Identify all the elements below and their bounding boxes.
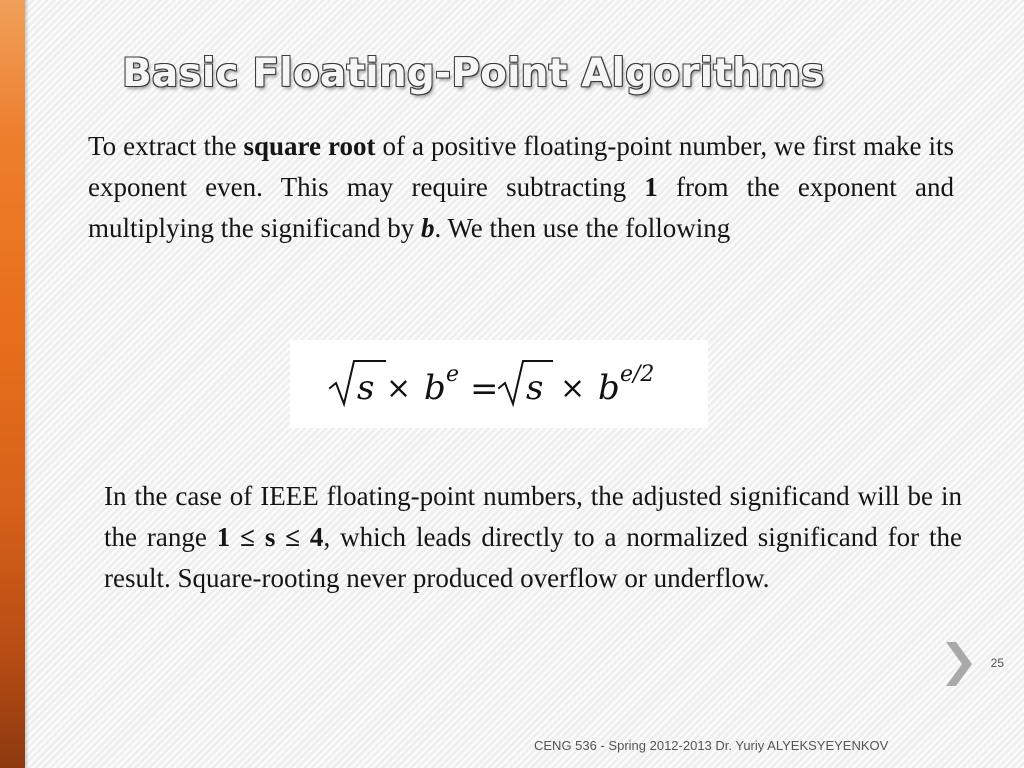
ieee-range: 1 ≤ s ≤ 4 xyxy=(216,522,324,552)
rhs-b: b xyxy=(598,368,620,408)
page-number: 25 xyxy=(990,656,1004,670)
accent-bar xyxy=(0,0,25,768)
rhs-times: × xyxy=(560,371,586,406)
intro-bold-italic-b: b xyxy=(420,213,435,243)
chevron-right-icon-graphic xyxy=(944,640,974,688)
rhs-exponent: e/2 xyxy=(620,362,655,387)
ieee-paragraph xyxy=(104,476,962,599)
intro-paragraph xyxy=(88,126,954,249)
lhs-b: b xyxy=(424,368,446,408)
slide-title: Basic Floating-Point Algorithms xyxy=(122,51,825,96)
lhs-s: s xyxy=(357,368,375,408)
sqrt-formula xyxy=(290,340,708,428)
ieee-text-2: , which leads directly to a normalized significand for the result. Square-rooting never produced overflow or underflow. xyxy=(104,522,962,593)
lhs-exponent: e xyxy=(446,362,460,387)
lhs-times: × xyxy=(386,371,412,406)
equals-sign: = xyxy=(470,369,499,409)
chevron-right-icon[interactable] xyxy=(944,640,974,688)
intro-text-3: from the exponent and multiplying the significand by xyxy=(88,172,954,243)
intro-text-4: . We then use the following xyxy=(434,213,731,243)
intro-bold-one: 1 xyxy=(644,172,658,202)
intro-bold-square-root: square root xyxy=(243,131,376,161)
ieee-text-1: In the case of IEEE floating-point numbers, the adjusted significand will be in the range xyxy=(104,481,962,552)
intro-text-2: of a positive floating-point number, we first make its exponent even. This may require subtracting xyxy=(88,131,954,202)
intro-text-1: To extract the xyxy=(88,131,244,161)
slide-footer: CENG 536 - Spring 2012-2013 Dr. Yuriy ALYEKSYEYENKOV xyxy=(534,738,889,753)
formula-image xyxy=(290,340,708,428)
rhs-s: s xyxy=(526,368,544,408)
